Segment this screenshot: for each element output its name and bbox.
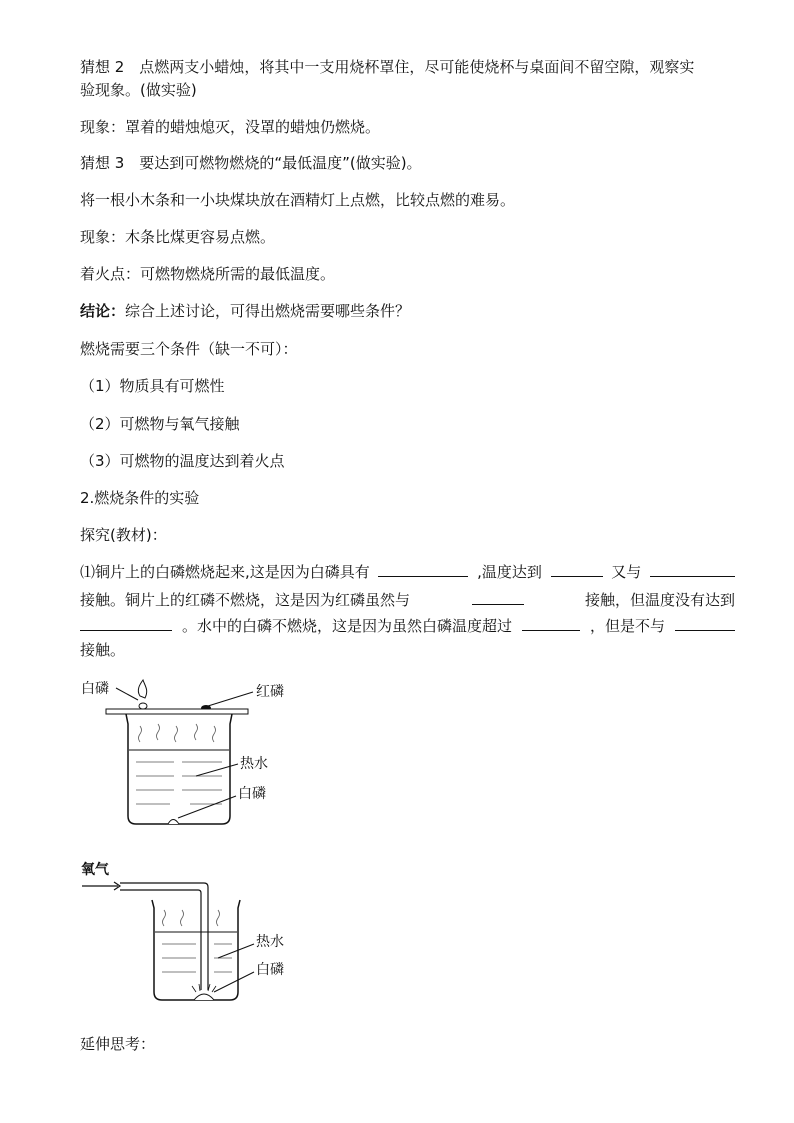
- fill-in-question: [80, 560, 735, 662]
- label-hot-water: 热水: [240, 756, 268, 772]
- white-phosphorus-in-water: [168, 820, 179, 825]
- question-text-3a: 。水中的白磷不燃烧，这是因为虽然白磷温度超过: [181, 617, 512, 635]
- question-row-4: [80, 638, 735, 662]
- leader-hot-water: [196, 764, 238, 776]
- question-row-1: [80, 560, 735, 584]
- white-phosphorus-2: [194, 994, 214, 1000]
- blank-3[interactable]: [650, 560, 735, 577]
- blank-2[interactable]: [551, 560, 603, 577]
- label-red-phosphorus: 红磷: [256, 684, 284, 700]
- ignition-point-definition: 着火点：可燃物燃烧所需的最低温度。: [80, 265, 336, 283]
- phenomenon-2: 现象：木条比煤更容易点燃。: [80, 228, 276, 246]
- white-phosphorus-on-plate: [139, 703, 147, 709]
- condition-2: （2）可燃物与氧气接触: [80, 415, 240, 433]
- label-white-phosphorus-bottom: 白磷: [238, 786, 266, 802]
- phenomenon-1: 现象：罩着的蜡烛熄灭，没罩的蜡烛仍燃烧。: [80, 118, 381, 136]
- experiment-description: 将一根小木条和一小块煤块放在酒精灯上点燃，比较点燃的难易。: [80, 191, 516, 209]
- question-text-1a: ⑴铜片上的白磷燃烧起来,这是因为白磷具有: [80, 563, 370, 581]
- condition-3: （3）可燃物的温度达到着火点: [80, 452, 285, 470]
- three-conditions-heading: 燃烧需要三个条件（缺一不可）：: [80, 340, 298, 358]
- conclusion: [80, 301, 410, 321]
- leader-hot-water-2: [218, 944, 254, 958]
- conclusion-text: 综合上述讨论，可得出燃烧需要哪些条件？: [125, 302, 411, 320]
- question-text-3b: ，但是不与: [589, 617, 665, 635]
- question-text-1b: ,温度达到: [477, 563, 542, 581]
- steam-wisps: [139, 724, 216, 742]
- question-text-2b: 接触，但温度没有达到: [584, 591, 735, 609]
- blank-1[interactable]: [378, 560, 468, 577]
- tube-inner: [120, 890, 201, 990]
- flame-icon: [138, 680, 146, 698]
- label-white-phosphorus-top: 白磷: [81, 681, 109, 697]
- blank-5[interactable]: [80, 614, 172, 631]
- tube-outer: [120, 883, 208, 990]
- question-text-2a: 接触。铜片上的红磷不燃烧，这是因为红磷虽然与: [80, 591, 411, 609]
- hypothesis-2-line-2: 验现象。(做实验): [80, 81, 197, 99]
- label-white-phosphorus-2: 白磷: [256, 962, 284, 978]
- leader-red: [208, 692, 253, 706]
- condition-1: （1）物质具有可燃性: [80, 377, 225, 395]
- copper-plate: [106, 709, 248, 714]
- figure-copper-plate-experiment: [78, 676, 318, 834]
- beaker-1: [126, 714, 232, 824]
- question-row-2: [80, 588, 735, 612]
- section-2-heading: 2.燃烧条件的实验: [80, 489, 200, 507]
- blank-4[interactable]: [472, 588, 524, 605]
- hypothesis-3: 猜想 3 要达到可燃物燃烧的“最低温度”(做实验)。: [80, 154, 422, 172]
- label-oxygen: 氧气: [81, 862, 109, 878]
- extended-thinking: 延伸思考：: [80, 1035, 156, 1053]
- figure-oxygen-experiment: [78, 858, 318, 1008]
- leader-white-2: [214, 972, 254, 992]
- question-text-4: 接触。: [80, 641, 126, 659]
- label-hot-water-2: 热水: [256, 934, 284, 950]
- conclusion-label: 结论：: [80, 302, 126, 320]
- steam-wisps-2: [163, 910, 220, 926]
- water-lines-2: [162, 944, 232, 972]
- leader-white-bottom: [178, 796, 236, 818]
- leader-white-top: [116, 688, 138, 700]
- question-text-1c: 又与: [611, 563, 642, 581]
- water-lines: [136, 762, 222, 804]
- bubbles-icon: [192, 984, 216, 992]
- question-row-3: [80, 614, 735, 638]
- explore-label: 探究(教材)：: [80, 526, 167, 544]
- blank-6[interactable]: [522, 614, 580, 631]
- blank-7[interactable]: [675, 614, 735, 631]
- hypothesis-2-line-1: 猜想 2 点燃两支小蜡烛，将其中一支用烧杯罩住，尽可能使烧杯与桌面间不留空隙，观察实: [80, 58, 695, 76]
